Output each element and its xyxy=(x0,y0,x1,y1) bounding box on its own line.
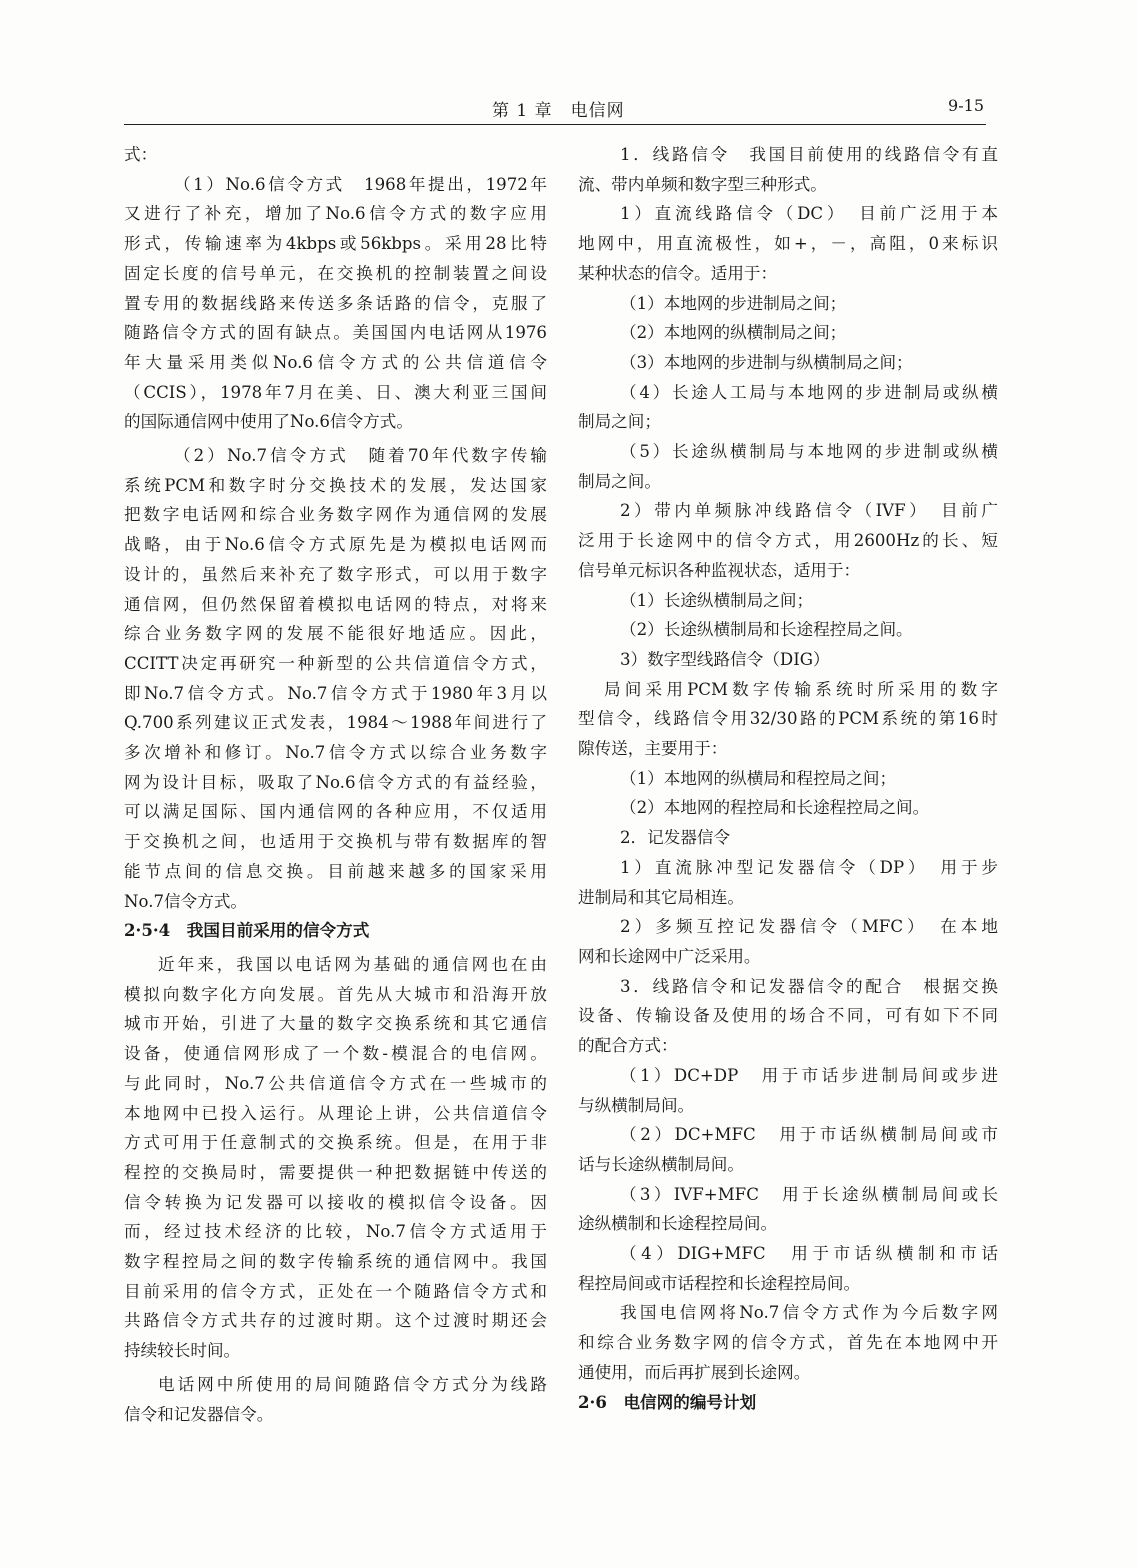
text-line: 泛用于长途网中的信令方式，用2600Hz的长、短 xyxy=(578,531,998,551)
text-line: 程控局间或市话程控和长途程控局间。 xyxy=(578,1273,861,1293)
paragraph-start: 局间采用PCM数字传输系统时所采用的数字 xyxy=(604,679,998,699)
text-line: CCITT决定再研究一种新型的公共信道信令方式， xyxy=(124,653,547,673)
list-item: （2）本地网的纵横制局之间； xyxy=(620,323,847,343)
right-column xyxy=(578,140,998,1417)
text-line: 置专用的数据线路来传送多条话路的信令，克服了 xyxy=(124,293,547,313)
text-line: 城市开始，引进了大量的数字交换系统和其它通信 xyxy=(124,1014,547,1034)
text-line: 与纵横制局间。 xyxy=(578,1095,695,1115)
subheading: 3）数字型线路信令（DIG） xyxy=(620,649,830,669)
text-line: 的配合方式： xyxy=(578,1036,678,1056)
text-line: 网为设计目标，吸取了No.6信令方式的有益经验， xyxy=(124,772,547,792)
list-item: （1）长途纵横制局之间； xyxy=(620,590,814,610)
text-line: 与此同时，No.7公共信道信令方式在一些城市的 xyxy=(124,1073,547,1093)
text-line: 制局之间； xyxy=(578,412,661,432)
text-line: 固定长度的信号单元，在交换机的控制装置之间设 xyxy=(124,263,547,283)
text-line: 通信网，但仍然保留着模拟电话网的特点，对将来 xyxy=(124,594,547,614)
list-item: （1）本地网的步进制局之间； xyxy=(620,293,847,313)
text-line: 本地网中已投入运行。从理论上讲，公共信道信令 xyxy=(124,1103,547,1123)
paragraph-no7-start: （2）No.7信令方式 随着70年代数字传输 xyxy=(174,446,547,466)
running-header xyxy=(124,96,986,125)
text-line: 目前采用的信令方式，正处在一个随路信令方式和 xyxy=(124,1281,547,1301)
list-item: （3）本地网的步进制与纵横制局之间； xyxy=(620,352,913,372)
text-line: 地网中，用直流极性，如+，－，高阻，0来标识 xyxy=(578,234,998,254)
text-line: 即No.7信令方式。No.7信令方式于1980年3月以 xyxy=(124,683,547,703)
list-item: （4）DIG+MFC 用于市话纵横制和市话 xyxy=(620,1244,998,1264)
text-line: 系统PCM和数字时分交换技术的发展，发达国家 xyxy=(124,475,547,495)
list-item: （5）长途纵横制局与本地网的步进制或纵横 xyxy=(620,442,998,462)
text-line: 多次增补和修订。No.7信令方式以综合业务数字 xyxy=(124,743,547,763)
text-line: 随路信令方式的固有缺点。美国国内电话网从1976 xyxy=(124,323,547,343)
text-line: 持续较长时间。 xyxy=(124,1341,241,1361)
list-item: （4）长途人工局与本地网的步进制局或纵横 xyxy=(620,382,998,402)
section-heading-2-5-4: 2·5·4 我国目前采用的信令方式 xyxy=(124,920,370,941)
list-item: （2）长途纵横制局和长途程控局之间。 xyxy=(620,620,913,640)
text-line: 而，经过技术经济的比较，No.7信令方式适用于 xyxy=(124,1222,547,1242)
paragraph-start: 1）直流线路信令（DC） 目前广泛用于本 xyxy=(620,204,998,224)
text-line: 网和长途网中广泛采用。 xyxy=(578,946,761,966)
text-line: 共路信令方式共存的过渡时期。这个过渡时期还会 xyxy=(124,1311,547,1331)
heading-coordination: 3．线路信令和记发器信令的配合 根据交换 xyxy=(620,976,998,996)
paragraph-start: 电话网中所使用的局间随路信令方式分为线路 xyxy=(158,1374,547,1394)
list-item: （3）IVF+MFC 用于长途纵横制局间或长 xyxy=(620,1184,998,1204)
page-number: 9-15 xyxy=(948,96,984,115)
chapter-title: 第 1 章 电信网 xyxy=(492,101,625,121)
list-item: （1）本地网的纵横局和程控局之间； xyxy=(620,768,897,788)
text-line: 方式可用于任意制式的交换系统。但是，在用于非 xyxy=(124,1133,547,1153)
text-line: 把数字电话网和综合业务数字网作为通信网的发展 xyxy=(124,505,547,525)
list-item: （2）本地网的程控局和长途程控局之间。 xyxy=(620,798,930,818)
list-item: （2）DC+MFC 用于市话纵横制局间或市 xyxy=(620,1125,998,1145)
text-line: 信令和记发器信令。 xyxy=(124,1404,274,1424)
text-line: 隙传送，主要用于： xyxy=(578,739,728,759)
text-line: 于交换机之间，也适用于交换机与带有数据库的智 xyxy=(124,832,547,852)
text-line: 话与长途纵横制局间。 xyxy=(578,1154,744,1174)
paragraph-start: 2）多频互控记发器信令（MFC） 在本地 xyxy=(620,917,998,937)
list-item: （1）DC+DP 用于市话步进制局间或步进 xyxy=(620,1065,998,1085)
paragraph-start: 1）直流脉冲型记发器信令（DP） 用于步 xyxy=(620,857,998,877)
text-line: No.7信令方式。 xyxy=(124,891,248,911)
heading-register-signaling: 2．记发器信令 xyxy=(620,828,731,848)
text-line: 途纵横制和长途程控局间。 xyxy=(578,1214,778,1234)
text-line: 的国际通信网中使用了No.6信令方式。 xyxy=(124,412,413,432)
text-line: 形式，传输速率为4kbps或56kbps。采用28比特 xyxy=(124,234,547,254)
text-line: 战略，由于No.6信令方式原先是为模拟电话网而 xyxy=(124,535,547,555)
text-line: 设计的，虽然后来补充了数字形式，可以用于数字 xyxy=(124,564,547,584)
text-line: 流、带内单频和数字型三种形式。 xyxy=(578,174,827,194)
text-line: 设备、传输设备及使用的场合不同，可有如下不同 xyxy=(578,1006,998,1026)
paragraph-start: 我国电信网将No.7信令方式作为今后数字网 xyxy=(620,1303,998,1323)
text-line: 通使用，而后再扩展到长途网。 xyxy=(578,1362,811,1382)
text-line: 年大量采用类似No.6信令方式的公共信道信令 xyxy=(124,352,547,372)
text-line: 型信令，线路信令用32/30路的PCM系统的第16时 xyxy=(578,709,998,729)
text-line: 和综合业务数字网的信令方式，首先在本地网中开 xyxy=(578,1333,998,1353)
text-line: 程控的交换局时，需要提供一种把数据链中传送的 xyxy=(124,1162,547,1182)
section-heading-2-6: 2·6 电信网的编号计划 xyxy=(578,1391,757,1412)
text-line: Q.700系列建议正式发表，1984～1988年间进行了 xyxy=(124,713,547,733)
text-line: 模拟向数字化方向发展。首先从大城市和沿海开放 xyxy=(124,984,547,1004)
text-line: 能节点间的信息交换。目前越来越多的国家采用 xyxy=(124,861,547,881)
heading-line-signaling: 1．线路信令 我国目前使用的线路信令有直 xyxy=(620,145,998,164)
text-line: 式： xyxy=(124,145,158,164)
paragraph-start: 2）带内单频脉冲线路信令（IVF） 目前广 xyxy=(620,501,998,521)
paragraph-start: 近年来，我国以电话网为基础的通信网也在由 xyxy=(158,954,547,974)
text-line: 可以满足国际、国内通信网的各种应用，不仅适用 xyxy=(124,802,547,822)
text-line: 信号单元标识各种监视状态，适用于： xyxy=(578,560,861,580)
left-column xyxy=(124,140,547,1429)
text-line: 数字程控局之间的数字传输系统的通信网中。我国 xyxy=(124,1252,547,1272)
text-line: 制局之间。 xyxy=(578,471,661,491)
text-line: 信令转换为记发器可以接收的模拟信令设备。因 xyxy=(124,1192,547,1212)
text-line: （CCIS），1978年7月在美、日、澳大利亚三国间 xyxy=(124,382,547,402)
text-line: 某种状态的信令。适用于： xyxy=(578,263,778,283)
text-line: 设备，使通信网形成了一个数-模混合的电信网。 xyxy=(124,1044,547,1064)
text-line: 又进行了补充，增加了No.6信令方式的数字应用 xyxy=(124,204,547,224)
text-line: 进制局和其它局相连。 xyxy=(578,887,744,907)
text-line: 综合业务数字网的发展不能很好地适应。因此， xyxy=(124,624,547,644)
paragraph-no6-start: （1）No.6信令方式 1968年提出，1972年 xyxy=(174,174,547,194)
